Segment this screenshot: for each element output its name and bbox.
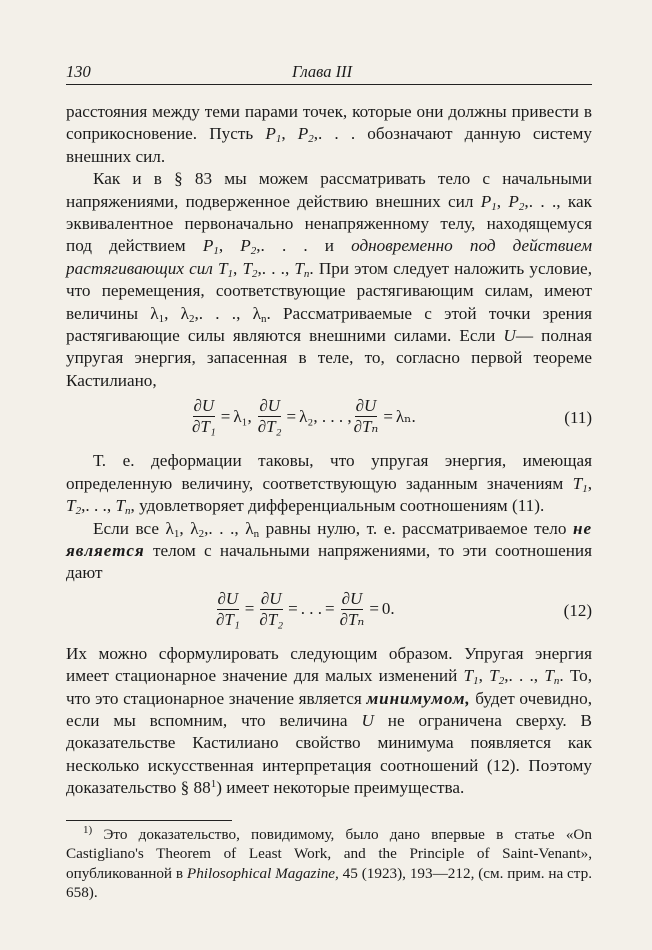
- chapter-title: Глава III: [292, 62, 353, 81]
- paragraph-5: Их можно сформулировать следующим образом. Упругая энергия имеет стационарное значение для малых изменений $T_1$, $T_2$,. . ., $T_n$. То, что это стационарное значение является минимумом, будет очевидно, если мы вспомним, что величина U не ограничена сверху. В доказательстве Кастилиано свойство минимума появляется как несколько искусственная интерпретация соотношений (12). Поэтому доказательство § $88^1$) имеет некоторые преимущества.: [66, 643, 593, 798]
- footnote: $^{1)}$ Это доказательство, повидимому, было дано впервые в статье «On Castigliano's Theorem of Least Work, and the Principle of Saint-Venant», опубликованной в Philosophical Magazine, 45 (1923), 193—212, (см. прим. на стр. 658).: [66, 820, 592, 903]
- page: [66, 60, 592, 903]
- footnote-rule: [66, 820, 232, 821]
- paragraph-3: Т. е. деформации таковы, что упругая энергия, имеющая определенную величину, соответствующую заданным значениям $T_1$, $T_2$,. . ., $T_n$, удовлетворяет дифференциальным соотношениям (11).: [66, 451, 592, 518]
- page-number: 130: [66, 62, 91, 81]
- body-text: [66, 101, 592, 800]
- emphasis-spaced: минимумом,: [366, 688, 471, 708]
- italic-phrase: одновременно под действием растягивающих сил: [66, 236, 593, 278]
- running-header: [66, 60, 592, 84]
- equation-number: (11): [564, 408, 592, 428]
- emphasis-spaced: не является: [66, 518, 593, 560]
- header-rule: [66, 84, 592, 85]
- paragraph-2: Как и в § 83 мы можем рассматривать тело с начальными напряжениями, подверженное действию внешних сил $P_1$, $P_2$,. . ., как эквивалентное первоначально ненапряженному телу, находящемуся под действием $P_1$, $P_2$,. . . и одновременно под действием растягивающих сил $T_1$, $T_2$,. . ., $T_n$. При этом следует наложить условие, что перемещения, соответствующие растягивающим силам, имеют величины $\lambda_1$, $\lambda_2$,. . ., $\lambda_n$. Рассматриваемые с этой точки зрения растягивающие силы являются внешними силами. Если U— полная упругая энергия, запасенная в теле, то, согласно первой теореме Кастилиано,: [66, 169, 593, 390]
- equation-11: $\frac{\partial U}{\text{∂T₁}}$ = λ₁ , $\frac{\partial U}{\text{∂T₂}}$ = λ₂ , . . . , $\frac{\partial U}{\text{∂Tₙ}}$ = λₙ . (11): [192, 396, 592, 437]
- equation-number: (12): [563, 600, 592, 620]
- journal-title: Philosophical Magazine,: [186, 864, 339, 882]
- equation-12: $\frac{\partial U}{\text{∂T₁}}$ = $\frac{\partial U}{\text{∂T₂}}$ = . . . = $\frac{\partial U}{\text{∂Tₙ}}$ = 0. (12): [216, 588, 592, 629]
- footnote-mark: 1): [83, 823, 93, 836]
- paragraph-1: расстояния между теми парами точек, которые они должны привести в соприкосновение. Пусть $P_1$, $P_2$,. . . обозначают данную систему внешних сил.: [66, 102, 592, 166]
- paragraph-4: Если все $\lambda_1$, $\lambda_2$,. . ., $\lambda_n$ равны нулю, т. е. рассматриваемое тело не является телом с начальными напряжениями, то эти соотношения дают: [66, 518, 593, 583]
